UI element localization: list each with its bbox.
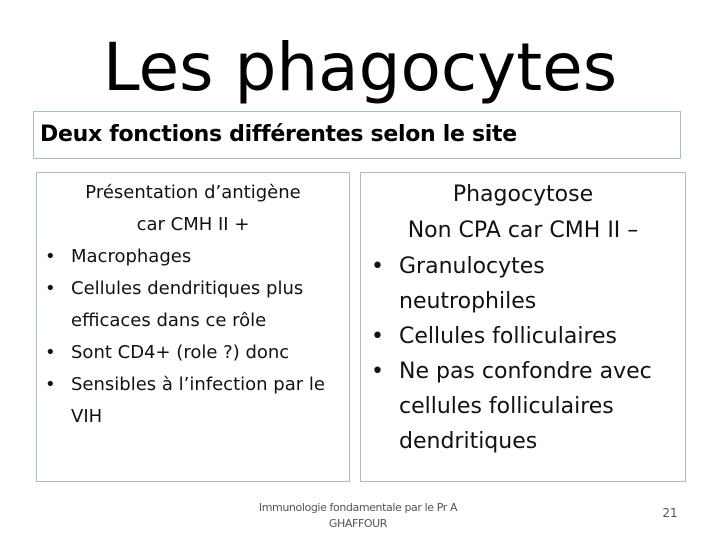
bullet-text: Cellules dendritiques plus: [71, 278, 304, 299]
list-item: [361, 249, 685, 319]
list-item: [37, 369, 349, 433]
bullet-icon: •: [45, 278, 56, 299]
bullet-text: dendritiques: [399, 429, 538, 454]
bullet-text: Sensibles à l’infection par le: [71, 374, 325, 395]
right-heading-line-2: Non CPA car CMH II –: [407, 218, 639, 243]
bullet-icon: •: [371, 359, 384, 384]
subtitle-box: [33, 111, 681, 159]
slide-title: Les phagocytes: [102, 29, 618, 106]
bullet-text: cellules folliculaires: [399, 394, 614, 419]
bullet-text: efficaces dans ce rôle: [71, 310, 267, 331]
right-bullet-list: [361, 249, 685, 459]
page-number: 21: [662, 506, 678, 520]
bullet-text: Sont CD4+ (role ?) donc: [71, 342, 290, 363]
list-item: [37, 273, 349, 337]
bullet-icon: •: [45, 246, 56, 267]
list-item: [361, 354, 685, 459]
bullet-icon: •: [371, 254, 384, 279]
bullet-icon: •: [371, 324, 384, 349]
bullet-icon: •: [45, 374, 56, 395]
left-heading-line-2: car CMH II +: [136, 214, 250, 235]
right-heading-line-1: Phagocytose: [452, 182, 594, 207]
footer: [250, 500, 466, 532]
bullet-icon: •: [45, 342, 56, 363]
left-panel: [36, 172, 350, 482]
footer-line-1: Immunologie fondamentale par le Pr A: [258, 501, 458, 514]
list-item: [37, 241, 349, 273]
footer-line-2: GHAFFOUR: [328, 517, 388, 530]
bullet-text: Cellules folliculaires: [399, 324, 618, 349]
bullet-text: neutrophiles: [399, 289, 537, 314]
slide-subtitle: Deux fonctions différentes selon le site: [40, 122, 517, 147]
bullet-text: VIH: [71, 406, 103, 427]
left-bullet-list: [37, 241, 349, 433]
list-item: [361, 319, 685, 354]
list-item: [37, 337, 349, 369]
bullet-text: Macrophages: [71, 246, 192, 267]
right-panel: [360, 172, 686, 482]
left-heading-line-1: Présentation d’antigène: [85, 182, 301, 203]
bullet-text: Ne pas confondre avec: [399, 359, 652, 384]
bullet-text: Granulocytes: [399, 254, 545, 279]
